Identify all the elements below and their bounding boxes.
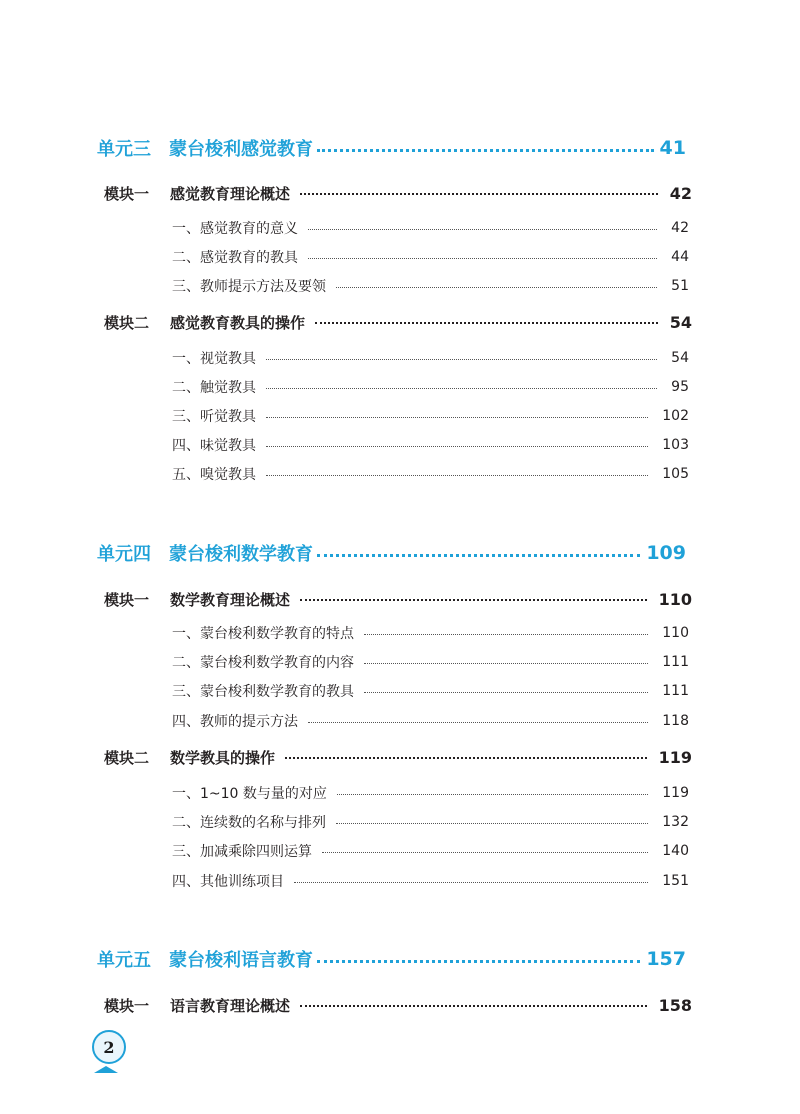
dot-leader (317, 554, 640, 557)
dot-leader (364, 663, 648, 664)
dot-leader (266, 417, 648, 418)
section-page-number: 51 (671, 278, 689, 294)
section-title: 二、感觉教育的教具 (172, 250, 298, 266)
dot-leader (308, 229, 657, 230)
section-title: 三、蒙台梭利数学教育的教具 (172, 684, 354, 700)
dot-leader (300, 599, 647, 601)
dot-leader (285, 757, 647, 759)
section-row[interactable] (172, 463, 689, 485)
dot-leader (364, 692, 648, 693)
section-title: 一、蒙台梭利数学教育的特点 (172, 626, 354, 642)
section-title: 四、教师的提示方法 (172, 714, 298, 730)
module-page-number: 54 (669, 312, 692, 332)
section-row[interactable] (172, 870, 689, 892)
dot-leader (300, 193, 658, 195)
module-row[interactable] (104, 744, 692, 770)
section-title: 二、连续数的名称与排列 (172, 815, 326, 831)
dot-leader (266, 475, 648, 476)
module-title: 感觉教育理论概述 (170, 184, 291, 203)
unit-row[interactable] (97, 133, 686, 163)
dot-leader (317, 149, 654, 152)
section-page-number: 42 (671, 220, 689, 236)
section-title: 一、1~10 数与量的对应 (172, 786, 327, 802)
module-title: 数学教具的操作 (170, 748, 276, 767)
module-page-number: 42 (669, 183, 692, 203)
dot-leader (317, 960, 640, 963)
unit-page-number: 157 (646, 948, 686, 970)
page-number-badge: 2 (92, 1030, 126, 1064)
unit-label: 单元四 (97, 544, 151, 565)
dot-leader (266, 388, 657, 389)
page-badge-arrow-icon (94, 1066, 118, 1073)
section-title: 二、蒙台梭利数学教育的内容 (172, 655, 354, 671)
section-row[interactable] (172, 840, 689, 862)
dot-leader (308, 722, 648, 723)
dot-leader (337, 794, 648, 795)
section-row[interactable] (172, 376, 689, 398)
section-row[interactable] (172, 434, 689, 456)
section-page-number: 44 (671, 249, 689, 265)
section-title: 一、感觉教育的意义 (172, 221, 298, 237)
unit-title: 蒙台梭利数学教育 (169, 544, 313, 565)
section-row[interactable] (172, 246, 689, 268)
section-page-number: 103 (662, 437, 689, 453)
section-row[interactable] (172, 680, 689, 702)
section-row[interactable] (172, 811, 689, 833)
dot-leader (336, 823, 648, 824)
section-row[interactable] (172, 651, 689, 673)
section-row[interactable] (172, 217, 689, 239)
section-page-number: 132 (662, 814, 689, 830)
module-title: 感觉教育教具的操作 (170, 313, 306, 332)
unit-title: 蒙台梭利感觉教育 (169, 139, 313, 160)
section-title: 二、触觉教具 (172, 380, 256, 396)
module-label: 模块一 (104, 996, 150, 1015)
section-title: 一、视觉教具 (172, 351, 256, 367)
section-page-number: 110 (662, 625, 689, 641)
section-page-number: 95 (671, 379, 689, 395)
section-row[interactable] (172, 347, 689, 369)
section-row[interactable] (172, 405, 689, 427)
section-row[interactable] (172, 782, 689, 804)
section-title: 三、听觉教具 (172, 409, 256, 425)
section-row[interactable] (172, 710, 689, 732)
section-title: 四、其他训练项目 (172, 874, 284, 890)
module-label: 模块二 (104, 748, 150, 767)
module-row[interactable] (104, 180, 692, 206)
section-page-number: 54 (671, 350, 689, 366)
module-row[interactable] (104, 992, 692, 1018)
dot-leader (266, 359, 657, 360)
unit-row[interactable] (97, 944, 686, 974)
section-page-number: 111 (662, 683, 689, 699)
unit-label: 单元五 (97, 950, 151, 971)
dot-leader (300, 1005, 647, 1007)
section-title: 三、教师提示方法及要领 (172, 279, 326, 295)
unit-label: 单元三 (97, 139, 151, 160)
section-title: 四、味觉教具 (172, 438, 256, 454)
section-title: 三、加减乘除四则运算 (172, 844, 312, 860)
module-title: 数学教育理论概述 (170, 590, 291, 609)
dot-leader (308, 258, 657, 259)
section-title: 五、嗅觉教具 (172, 467, 256, 483)
section-page-number: 140 (662, 843, 689, 859)
unit-page-number: 41 (659, 137, 686, 159)
module-label: 模块一 (104, 590, 150, 609)
module-title: 语言教育理论概述 (170, 996, 291, 1015)
module-page-number: 119 (658, 747, 692, 767)
unit-row[interactable] (97, 538, 686, 568)
module-page-number: 158 (658, 995, 692, 1015)
module-label: 模块二 (104, 313, 150, 332)
module-label: 模块一 (104, 184, 150, 203)
section-page-number: 102 (662, 408, 689, 424)
section-page-number: 151 (662, 873, 689, 889)
section-row[interactable] (172, 622, 689, 644)
dot-leader (294, 882, 648, 883)
dot-leader (266, 446, 648, 447)
section-row[interactable] (172, 275, 689, 297)
module-row[interactable] (104, 586, 692, 612)
unit-page-number: 109 (646, 542, 686, 564)
unit-title: 蒙台梭利语言教育 (169, 950, 313, 971)
dot-leader (364, 634, 648, 635)
module-page-number: 110 (658, 589, 692, 609)
section-page-number: 111 (662, 654, 689, 670)
dot-leader (315, 322, 658, 324)
module-row[interactable] (104, 309, 692, 335)
dot-leader (336, 287, 657, 288)
section-page-number: 118 (662, 713, 689, 729)
section-page-number: 105 (662, 466, 689, 482)
section-page-number: 119 (662, 785, 689, 801)
dot-leader (322, 852, 648, 853)
